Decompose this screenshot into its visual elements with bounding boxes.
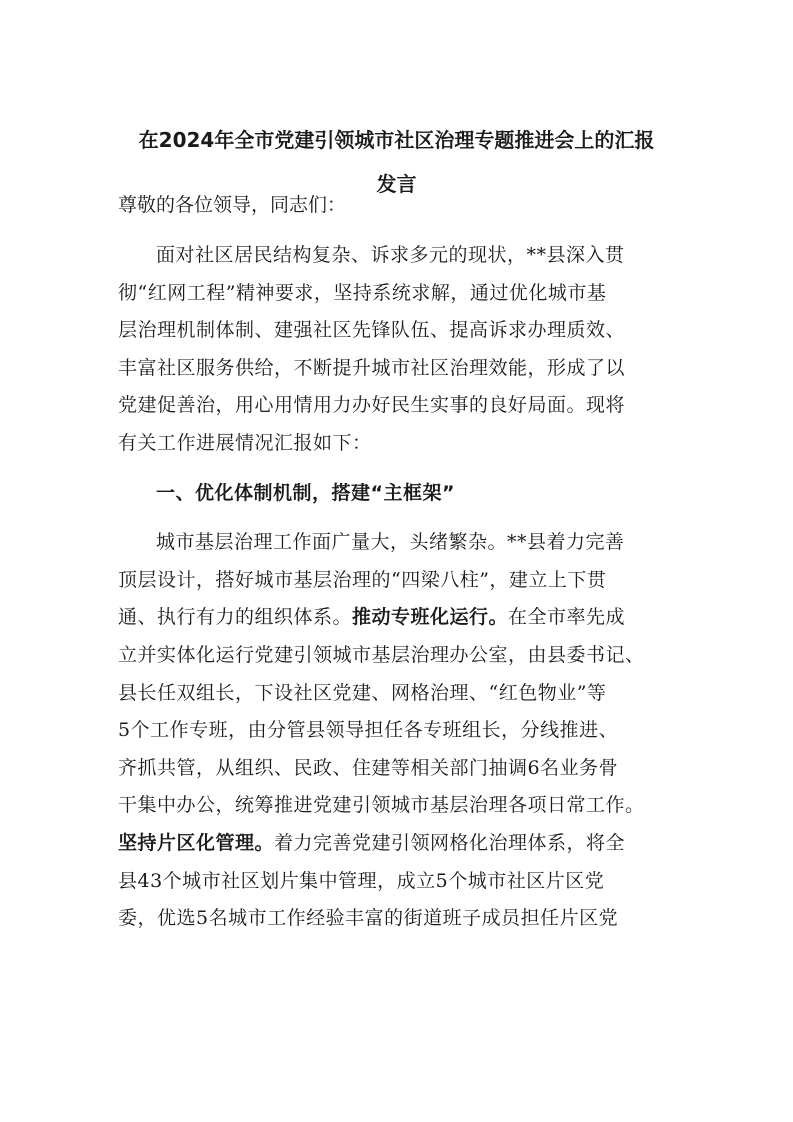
paragraph-line: 有关工作进展情况汇报如下： [118,431,372,454]
paragraph-line: 齐抓共管，从组织、民政、住建等相关部门抽调6名业务骨 [118,756,619,779]
paragraph-line: 县43个城市社区划片集中管理，成立5个城市社区片区党 [118,869,605,892]
paragraph-line [118,825,678,863]
paragraph-line: 委，优选5名城市工作经验丰富的街道班子成员担任片区党 [118,907,619,930]
title-line-2: 发言 [376,172,417,196]
paragraph-line: 丰富社区服务供给，不断提升城市社区治理效能，形成了以 [118,356,626,379]
paragraph-line: 5个工作专班，由分管县领导担任各专班组长，分线推进、 [118,719,619,742]
paragraph-line: 顶层设计，搭好城市基层治理的“四梁八柱”，建立上下贯 [118,568,607,591]
paragraph-line: 层治理机制体制、建强社区先锋队伍、提高诉求办理质效、 [118,319,626,342]
paragraph-line: 彻“红网工程”精神要求，坚持系统求解，通过优化城市基 [118,281,607,304]
document-body [118,237,678,938]
title-line-1: 在2024年全市党建引领城市社区治理专题推进会上的汇报 [138,128,655,152]
section-heading: 一、优化体制机制，搭建“主框架” [156,481,455,504]
paragraph-line [118,599,678,637]
bold-phrase: 坚持片区化管理。 [118,831,275,854]
text-run: 着力完善党建引领网格化治理体系，将全 [274,831,626,854]
paragraph-line: 立并实体化运行党建引领城市基层治理办公室，由县委书记、 [118,643,645,666]
bold-phrase: 推动专班化运行。 [352,606,509,629]
paragraph-line: 干集中办公，统筹推进党建引领城市基层治理各项日常工作。 [118,794,645,817]
paragraph-line: 面对社区居民结构复杂、诉求多元的现状，**县深入贯 [156,244,625,266]
salutation: 尊敬的各位领导，同志们： [118,194,347,216]
paragraph-line: 党建促善治，用心用情用力办好民生实事的良好局面。现将 [118,394,626,417]
paragraph-line: 城市基层治理工作面广量大，头绪繁杂。**县着力完善 [156,531,625,554]
text-run: 通、执行有力的组织体系。 [118,606,353,629]
text-run: 在全市率先成 [508,606,626,629]
paragraph-line: 县长任双组长，下设社区党建、网格治理、“红色物业”等 [118,681,607,704]
